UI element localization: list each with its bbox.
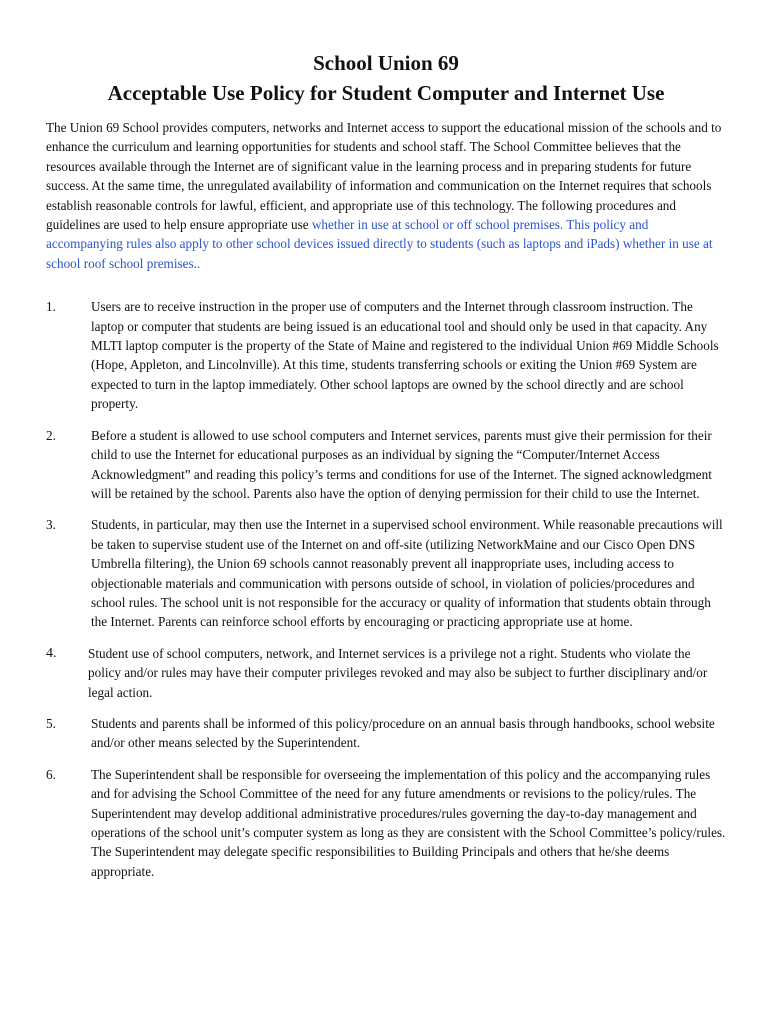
list-item-5 [46, 714, 726, 753]
item-number: 4. [46, 645, 57, 661]
item-text: The Superintendent shall be responsible for overseeing the implementation of this policy and the accompanying rules and for advising the School Committee of the need for any future amendments or revisions to the policy/rules. The Superintendent may develop additional administrative procedures/rules governing the day-to-day management and operations of the school unit’s computer system as long as they are consistent with the School Committee’s policy/rules. The Superintendent may delegate specific responsibilities to Building Principals and others that he/she deems appropriate. [91, 766, 726, 879]
policy-list [46, 297, 726, 881]
item-text: Before a student is allowed to use school computers and Internet services, parents must give their permission for their child to use the Internet for educational purposes as an individual by signing the “Computer/Internet Access Acknowledgment” and reading this policy’s terms and conditions for use of the Internet. The signed acknowledgment will be retained by the school. Parents also have the option of denying permission for their child to use the Internet. [91, 427, 712, 501]
item-number: 6. [46, 766, 56, 782]
item-number: 5. [46, 715, 56, 731]
list-item-6 [46, 765, 726, 881]
title-line-1: School Union 69 [313, 51, 459, 75]
item-number: 2. [46, 427, 56, 443]
item-number: 3. [46, 517, 56, 533]
item-text: Students and parents shall be informed of this policy/procedure on an annual basis through handbooks, school website and/or other means selected by the Superintendent. [91, 715, 715, 751]
list-item-1 [46, 297, 726, 413]
list-item-3 [46, 515, 726, 631]
list-item-4 [46, 644, 726, 702]
item-number: 1. [46, 299, 56, 315]
list-item-2 [46, 426, 726, 504]
intro-blue-text: whether in use at school or off school premises. This policy and accompanying rules also apply to other school devices issued directly to students (such as laptops and iPads) whether in use at school roof school premises.. [46, 217, 713, 271]
item-text: Student use of school computers, network, and Internet services is a privilege not a right. Students who violate the policy and/or rules may have their computer privileges revoked and may also be subject to further disciplinary and/or legal action. [88, 645, 708, 700]
page-title [46, 48, 726, 108]
title-line-2: Acceptable Use Policy for Student Computer and Internet Use [107, 81, 665, 105]
intro-text: The Union 69 School provides computers, networks and Internet access to support the educational mission of the schools and to enhance the curriculum and learning opportunities for students and school staff. The School Committee believes that the resources available through the Internet are of significant value in the learning process and in preparing students for future success. At the same time, the unregulated availability of information and communication on the Internet requires that schools establish reasonable controls for lawful, efficient, and appropriate use of this technology. The following procedures and guidelines are used to help ensure appropriate use [46, 120, 722, 233]
item-text: Students, in particular, may then use the Internet in a supervised school environment. While reasonable precautions will be taken to supervise student use of the Internet on and off-site (utilizing NetworkMaine and our Cisco Open DNS Umbrella filtering), the Union 69 schools cannot reasonably prevent all inappropriate uses, including access to objectionable materials and communication with persons outside of school, in violation of policies/procedures and school rules. The school unit is not responsible for the accuracy or quality of information that students obtain through the Internet. Parents can reinforce school efforts by encouraging or practicing appropriate use at home. [91, 517, 723, 630]
intro-paragraph [46, 118, 726, 273]
item-text: Users are to receive instruction in the proper use of computers and the Internet through classroom instruction. The laptop or computer that students are being issued is an educational tool and should only be used in that capacity. Any MLTI laptop computer is the property of the State of Maine and registered to the individual Union #69 Middle Schools (Hope, Appleton, and Lincolnville). At this time, students transferring schools or exiting the Union #69 System are expected to turn in the laptop immediately. Other school laptops are owned by the school directly and are school property. [91, 299, 719, 412]
